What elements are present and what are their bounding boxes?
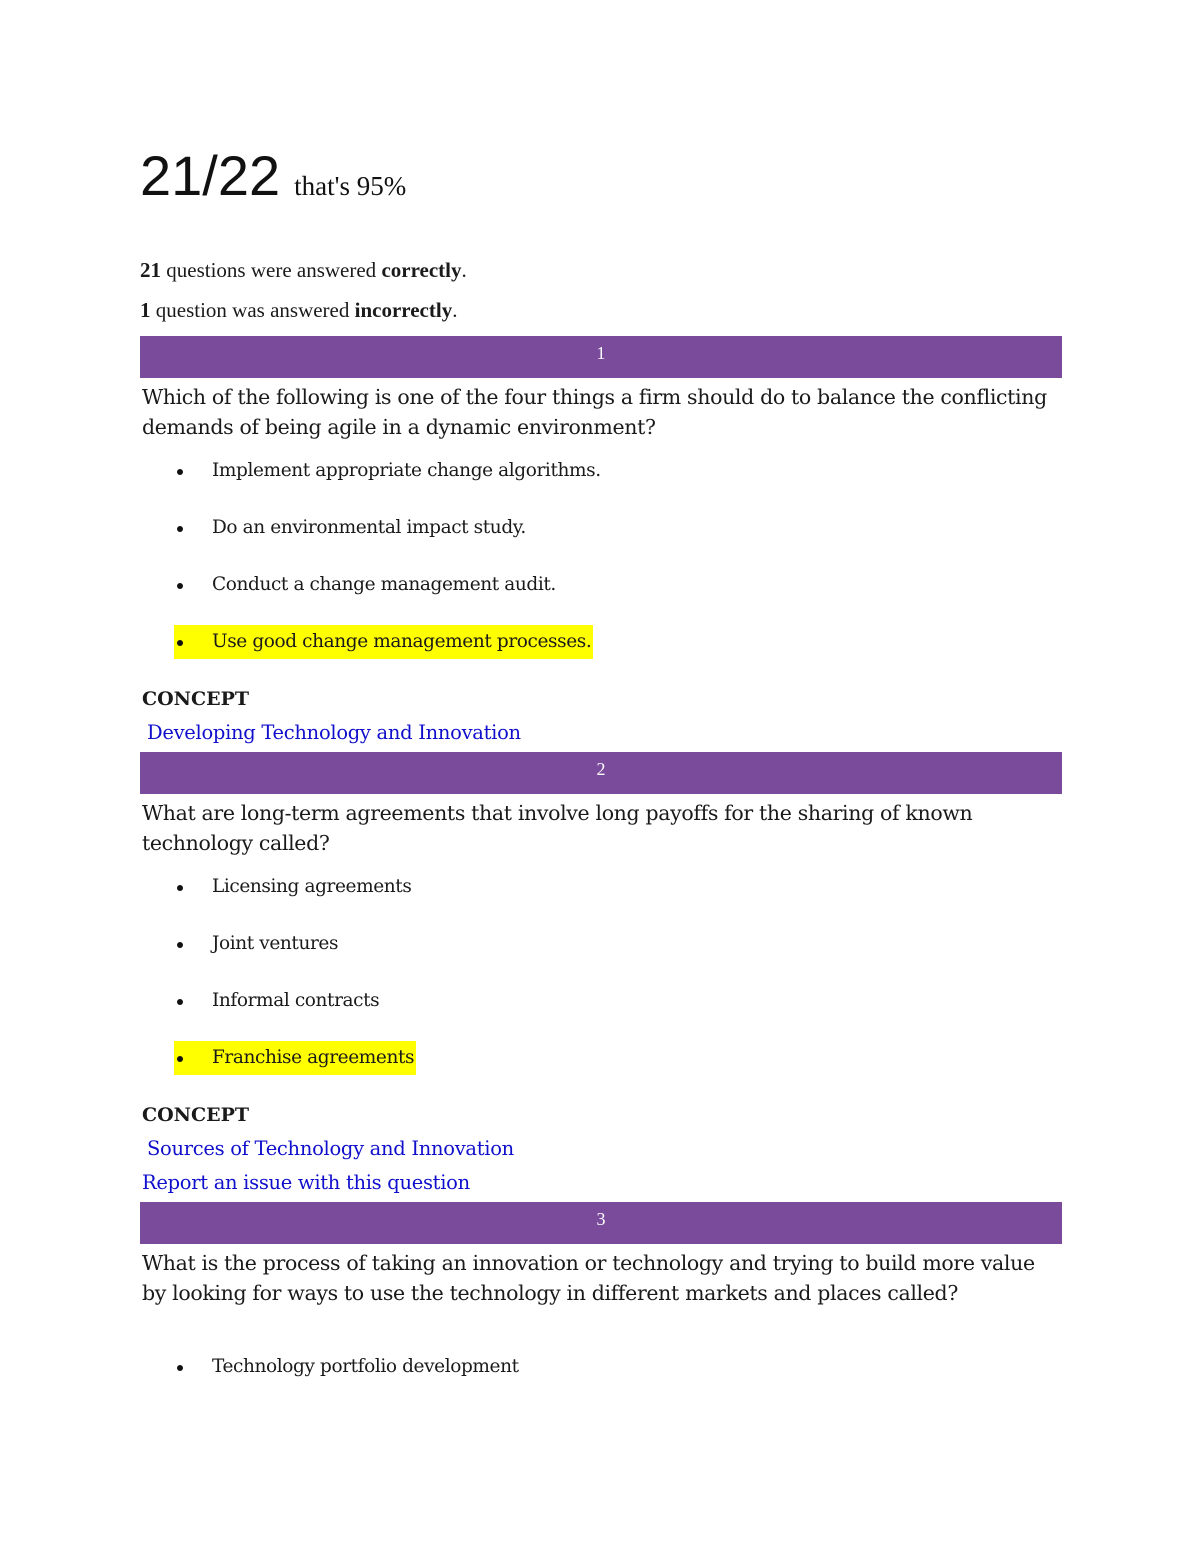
correct-summary <box>140 256 1062 296</box>
bullet-icon <box>177 526 183 532</box>
bullet-icon <box>177 583 183 589</box>
correct-period: . <box>461 258 467 282</box>
quiz-results-page <box>140 140 1062 1409</box>
bullet-icon <box>177 999 183 1005</box>
answer-option-label: Implement appropriate change algorithms. <box>212 460 601 481</box>
answer-option-label: Franchise agreements <box>212 1047 415 1068</box>
concept-link[interactable]: Developing Technology and Innovation <box>147 721 521 744</box>
answer-option-selected[interactable] <box>140 627 1062 684</box>
incorrect-text: question was answered <box>150 298 355 322</box>
question-text: What are long-term agreements that involve long payoffs for the sharing of known technology called? <box>142 801 973 855</box>
answer-options <box>140 872 1062 1100</box>
correct-word: correctly <box>381 258 462 282</box>
question-number-bar: 1 <box>140 336 1062 378</box>
bullet-icon <box>177 1365 183 1371</box>
answer-options <box>140 456 1062 684</box>
correct-count: 21 <box>140 258 161 282</box>
correct-text: questions were answered <box>161 258 382 282</box>
question-text: What is the process of taking an innovation or technology and trying to build more value by looking for ways to use the technology in different markets and places called? <box>142 1251 1035 1305</box>
answer-highlight <box>174 625 593 659</box>
answer-option-label: Informal contracts <box>212 990 380 1011</box>
question-number-bar: 3 <box>140 1202 1062 1244</box>
concept-link[interactable]: Sources of Technology and Innovation <box>147 1137 514 1160</box>
question-number-bar: 2 <box>140 752 1062 794</box>
bullet-icon <box>177 942 183 948</box>
question-1 <box>140 336 1062 752</box>
answer-option[interactable] <box>140 986 1062 1043</box>
bullet-icon <box>177 640 183 646</box>
report-issue-link[interactable]: Report an issue with this question <box>142 1171 470 1194</box>
score-header <box>140 140 1062 212</box>
question-3 <box>140 1202 1062 1409</box>
score-fraction: 21/22 <box>140 144 281 207</box>
answer-highlight <box>174 1041 416 1075</box>
bullet-icon <box>177 1056 183 1062</box>
answer-option[interactable] <box>140 1352 1062 1409</box>
answer-option-label: Use good change management processes. <box>212 631 592 652</box>
answer-option[interactable] <box>140 570 1062 627</box>
answer-option[interactable] <box>140 872 1062 929</box>
incorrect-period: . <box>452 298 458 322</box>
answer-option-label: Conduct a change management audit. <box>212 574 556 595</box>
bullet-icon <box>177 885 183 891</box>
question-text: Which of the following is one of the four things a firm should do to balance the conflicting demands of being agile in a dynamic environment? <box>142 385 1047 439</box>
score-percent: that's 95% <box>294 171 407 201</box>
answer-option[interactable] <box>140 456 1062 513</box>
incorrect-count: 1 <box>140 298 151 322</box>
answer-option-label: Licensing agreements <box>212 876 412 897</box>
incorrect-word: incorrectly <box>354 298 453 322</box>
concept-label: CONCEPT <box>142 1104 250 1126</box>
answer-option-label: Joint ventures <box>212 933 339 954</box>
answer-option-label: Technology portfolio development <box>212 1356 519 1377</box>
concept-label: CONCEPT <box>142 688 250 710</box>
answer-option-label: Do an environmental impact study. <box>212 517 526 538</box>
answer-option-selected[interactable] <box>140 1043 1062 1100</box>
answer-option[interactable] <box>140 929 1062 986</box>
question-2 <box>140 752 1062 1202</box>
answer-options <box>140 1352 1062 1409</box>
answer-option[interactable] <box>140 513 1062 570</box>
incorrect-summary <box>140 296 1062 336</box>
